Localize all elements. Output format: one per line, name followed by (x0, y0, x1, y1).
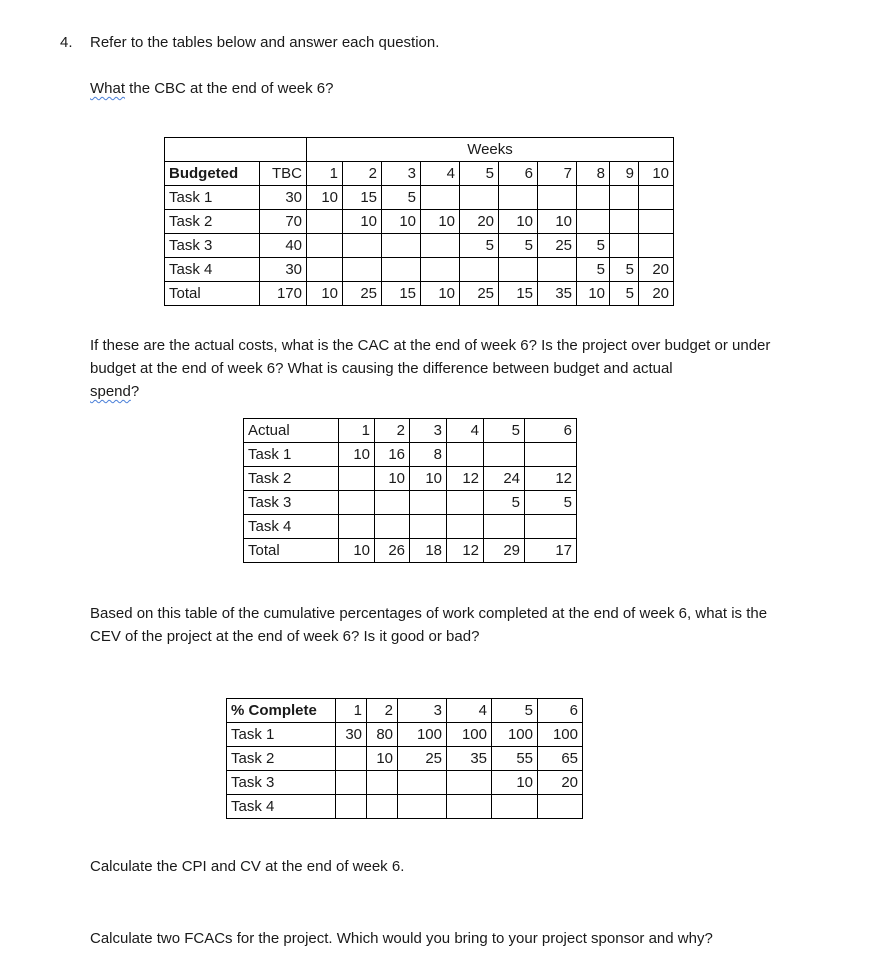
table-cell: 15 (382, 282, 421, 306)
question-cev: Based on this table of the cumulative percentages of work completed at the end of week 6, what is the CEV of the project at the end of week 6? Is it good or bad? (90, 605, 768, 645)
header-cell: 2 (375, 419, 410, 443)
table-cell: Task 1 (227, 723, 336, 747)
header-cell: 1 (336, 699, 367, 723)
table-cell (375, 515, 410, 539)
budget-table (164, 137, 674, 306)
table-row (244, 539, 577, 563)
table-cell (382, 258, 421, 282)
table-cell: Total (165, 282, 260, 306)
table-cell (447, 491, 484, 515)
header-cell: 1 (339, 419, 375, 443)
table-cell: Total (244, 539, 339, 563)
question-cbc-text: the CBC at the end of week 6? (125, 80, 334, 97)
table-row (165, 258, 674, 282)
header-cell: 3 (382, 162, 421, 186)
table-cell (367, 795, 398, 819)
table-cell: 25 (538, 234, 577, 258)
table-cell: 5 (525, 491, 577, 515)
table-cell (410, 515, 447, 539)
table-cell (375, 491, 410, 515)
table-header-row (165, 162, 674, 186)
weeks-header-row (165, 138, 674, 162)
question-cbc (90, 80, 333, 97)
table-cell (484, 515, 525, 539)
spellcheck-word: What (90, 80, 126, 97)
table-cell (610, 234, 639, 258)
table-cell: 5 (382, 186, 421, 210)
table-cell: Task 4 (227, 795, 336, 819)
table-cell: 5 (484, 491, 525, 515)
table-row (165, 186, 674, 210)
header-cell: 5 (460, 162, 499, 186)
table-cell: 10 (421, 210, 460, 234)
header-cell: Budgeted (165, 162, 260, 186)
table-cell: 5 (499, 234, 538, 258)
table-cell: 15 (499, 282, 538, 306)
table-cell (447, 443, 484, 467)
table-row (227, 723, 583, 747)
table-cell (343, 258, 382, 282)
table-cell: Task 3 (165, 234, 260, 258)
table-cell: 100 (398, 723, 447, 747)
table-cell: Task 3 (244, 491, 339, 515)
header-cell: 4 (421, 162, 460, 186)
table-cell: Task 4 (165, 258, 260, 282)
table-cell: 10 (538, 210, 577, 234)
header-cell: % Complete (227, 699, 336, 723)
question-cac (90, 334, 790, 403)
table-cell (525, 515, 577, 539)
header-cell: 5 (484, 419, 525, 443)
table-cell: Task 2 (165, 210, 260, 234)
table-cell: 20 (639, 282, 674, 306)
table-cell: 26 (375, 539, 410, 563)
header-cell: 3 (398, 699, 447, 723)
table-cell (525, 443, 577, 467)
question-cac-end: ? (130, 383, 140, 400)
table-cell (499, 186, 538, 210)
table-cell (339, 491, 375, 515)
table-cell (307, 258, 343, 282)
table-cell: 10 (499, 210, 538, 234)
table-cell: 24 (484, 467, 525, 491)
table-cell: Task 4 (244, 515, 339, 539)
table-cell (577, 186, 610, 210)
table-cell (421, 186, 460, 210)
header-cell: TBC (260, 162, 307, 186)
table-cell (447, 795, 492, 819)
table-cell: 10 (577, 282, 610, 306)
table-cell (610, 186, 639, 210)
question-intro: Refer to the tables below and answer each question. (90, 34, 440, 51)
table-cell (460, 186, 499, 210)
empty-cell (165, 138, 307, 162)
table-cell: 5 (460, 234, 499, 258)
table-cell: 25 (398, 747, 447, 771)
table-cell (339, 515, 375, 539)
table-cell: Task 2 (244, 467, 339, 491)
header-cell: 6 (499, 162, 538, 186)
table-cell: 65 (538, 747, 583, 771)
header-cell: 4 (447, 699, 492, 723)
header-cell: 6 (538, 699, 583, 723)
table-cell: 10 (343, 210, 382, 234)
table-cell: 5 (610, 282, 639, 306)
table-row (227, 747, 583, 771)
table-cell (639, 186, 674, 210)
table-cell (307, 210, 343, 234)
table-row (165, 234, 674, 258)
table-cell (447, 771, 492, 795)
table-header-row (227, 699, 583, 723)
table-cell: 100 (492, 723, 538, 747)
table-cell (639, 210, 674, 234)
table-cell: 40 (260, 234, 307, 258)
table-cell (577, 210, 610, 234)
table-row (165, 282, 674, 306)
table-cell (484, 443, 525, 467)
table-cell: 35 (538, 282, 577, 306)
table-cell: 10 (339, 443, 375, 467)
table-cell: 10 (421, 282, 460, 306)
table-cell: 20 (538, 771, 583, 795)
weeks-label: Weeks (307, 138, 674, 162)
table-cell: 10 (307, 282, 343, 306)
table-cell: 10 (339, 539, 375, 563)
table-cell (382, 234, 421, 258)
table-cell: 35 (447, 747, 492, 771)
table-cell: 15 (343, 186, 382, 210)
table-cell: 5 (577, 234, 610, 258)
table-cell: 170 (260, 282, 307, 306)
table-cell: 100 (447, 723, 492, 747)
header-cell: 9 (610, 162, 639, 186)
table-cell (398, 795, 447, 819)
table-cell: 12 (525, 467, 577, 491)
table-cell (336, 747, 367, 771)
table-cell: Task 3 (227, 771, 336, 795)
table-cell: 25 (343, 282, 382, 306)
table-cell: 10 (375, 467, 410, 491)
table-cell: Task 1 (244, 443, 339, 467)
table-row (244, 491, 577, 515)
table-cell (492, 795, 538, 819)
question-cac-text: If these are the actual costs, what is the CAC at the end of week 6? Is the project over budget or under budget at the end of week 6? What is causing the difference between budget and actual (90, 337, 771, 377)
table-cell (336, 795, 367, 819)
table-row (227, 795, 583, 819)
table-cell (307, 234, 343, 258)
header-cell: 1 (307, 162, 343, 186)
table-header-row (244, 419, 577, 443)
header-cell: 4 (447, 419, 484, 443)
table-cell: 20 (639, 258, 674, 282)
header-cell: 6 (525, 419, 577, 443)
table-cell: 17 (525, 539, 577, 563)
table-cell: 10 (382, 210, 421, 234)
table-cell (610, 210, 639, 234)
table-cell: 30 (336, 723, 367, 747)
table-row (244, 443, 577, 467)
header-cell: 10 (639, 162, 674, 186)
table-cell (343, 234, 382, 258)
table-cell: 18 (410, 539, 447, 563)
table-cell: 10 (307, 186, 343, 210)
table-cell: 16 (375, 443, 410, 467)
table-cell (538, 258, 577, 282)
table-row (244, 515, 577, 539)
table-cell (639, 234, 674, 258)
table-cell (460, 258, 499, 282)
table-cell (538, 795, 583, 819)
table-cell: 10 (410, 467, 447, 491)
table-cell: 20 (460, 210, 499, 234)
percent-complete-table (226, 698, 583, 819)
header-cell: 7 (538, 162, 577, 186)
header-cell: 2 (343, 162, 382, 186)
table-cell: 70 (260, 210, 307, 234)
table-row (165, 210, 674, 234)
table-cell: 10 (492, 771, 538, 795)
spellcheck-word: spend (90, 383, 131, 400)
table-row (244, 467, 577, 491)
table-cell: 5 (610, 258, 639, 282)
question-cpi-cv: Calculate the CPI and CV at the end of week 6. (90, 858, 405, 875)
table-cell (421, 258, 460, 282)
table-cell (447, 515, 484, 539)
header-cell: 2 (367, 699, 398, 723)
table-cell: 55 (492, 747, 538, 771)
actual-cost-table (243, 418, 577, 563)
question-number: 4. (60, 34, 73, 51)
table-cell (367, 771, 398, 795)
header-cell: 8 (577, 162, 610, 186)
header-cell: Actual (244, 419, 339, 443)
table-cell: Task 2 (227, 747, 336, 771)
table-cell: 30 (260, 186, 307, 210)
table-cell: 5 (577, 258, 610, 282)
table-row (227, 771, 583, 795)
table-cell (410, 491, 447, 515)
table-cell (398, 771, 447, 795)
table-cell: 10 (367, 747, 398, 771)
table-cell (336, 771, 367, 795)
header-cell: 5 (492, 699, 538, 723)
table-cell: 8 (410, 443, 447, 467)
question-fcac: Calculate two FCACs for the project. Which would you bring to your project sponsor and why? (90, 930, 713, 947)
table-cell: 29 (484, 539, 525, 563)
table-cell: 12 (447, 539, 484, 563)
table-cell (421, 234, 460, 258)
table-cell (339, 467, 375, 491)
table-cell: 12 (447, 467, 484, 491)
table-cell (499, 258, 538, 282)
table-cell: 100 (538, 723, 583, 747)
table-cell: 80 (367, 723, 398, 747)
header-cell: 3 (410, 419, 447, 443)
table-cell: 30 (260, 258, 307, 282)
table-cell: Task 1 (165, 186, 260, 210)
table-cell: 25 (460, 282, 499, 306)
table-cell (538, 186, 577, 210)
